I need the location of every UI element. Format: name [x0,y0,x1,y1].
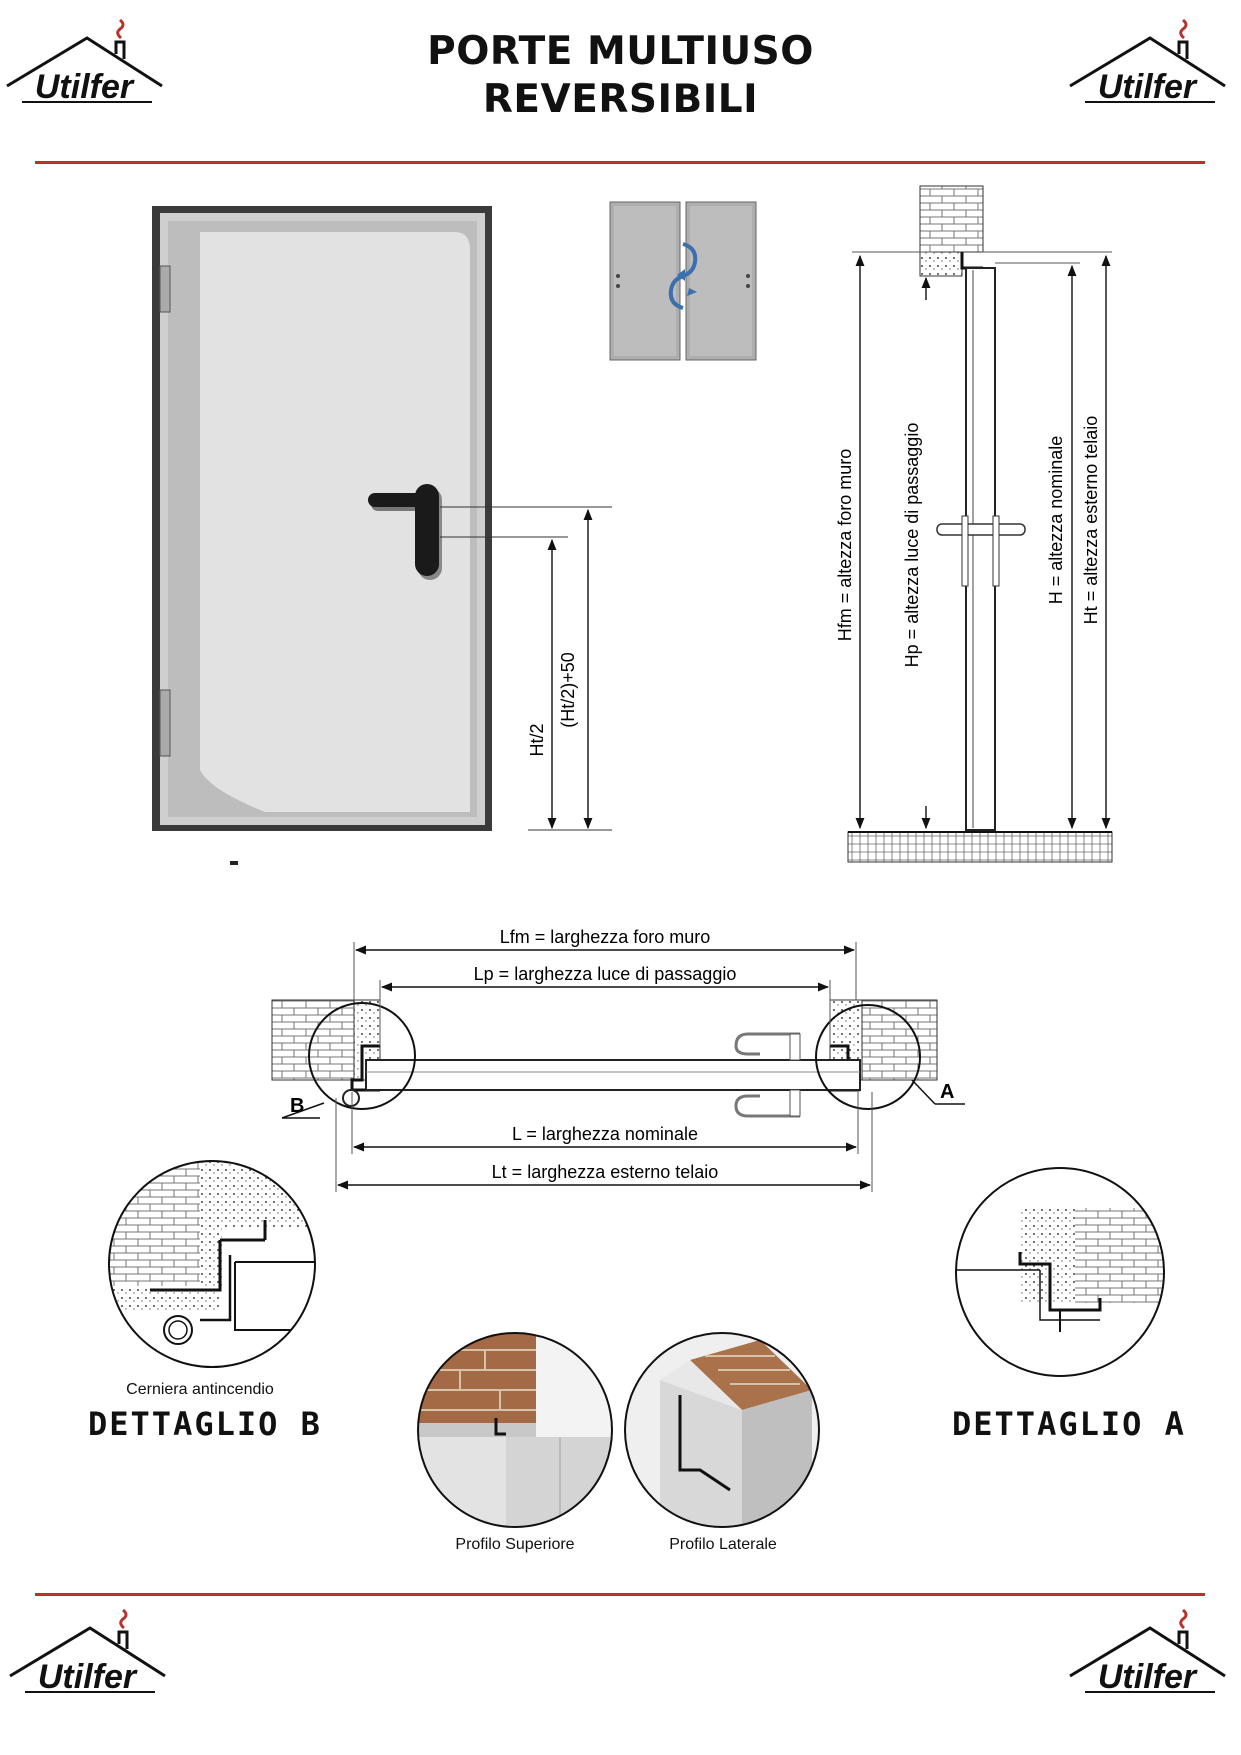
profile-side-caption: Profilo Laterale [669,1536,777,1553]
plan-section-view [272,927,965,1192]
title-line-2: REVERSIBILI [482,77,759,122]
profile-top-photo [418,1333,616,1527]
detail-a-title: DETTAGLIO A [952,1405,1186,1443]
reversible-doors-thumbnail [610,202,756,360]
vertical-section-view [835,186,1112,862]
profile-side-photo [625,1333,819,1527]
detail-b-title: DETTAGLIO B [88,1405,322,1443]
detail-b-drawing [100,1160,330,1375]
dim-hfm-label: Hfm = altezza foro muro [835,448,855,642]
dim-hp-label: Hp = altezza luce di passaggio [902,422,922,668]
marker-a: A [940,1081,955,1103]
dim-l-label: L = larghezza nominale [512,1124,698,1144]
logo-text: Utilfer [1097,68,1197,106]
detail-a-drawing [955,1168,1165,1378]
dim-ht-label: Ht = altezza esterno telaio [1081,415,1101,625]
dim-h-label: H = altezza nominale [1046,435,1066,605]
dim-ht-half-plus-50: (Ht/2)+50 [558,652,578,728]
dim-lt-label: Lt = larghezza esterno telaio [491,1162,719,1182]
title-line-1: PORTE MULTIUSO [427,29,814,74]
dim-lp-label: Lp = larghezza luce di passaggio [473,964,737,984]
door-front-view [152,206,492,865]
marker-b: B [290,1095,305,1117]
dim-lfm-label: Lfm = larghezza foro muro [499,927,711,947]
dim-ht-half: Ht/2 [527,723,547,757]
logo-text: Utilfer [1097,1658,1197,1696]
profile-top-caption: Profilo Superiore [455,1536,575,1553]
logo-text: Utilfer [34,68,134,106]
logo-text: Utilfer [37,1658,137,1696]
detail-b-caption: Cerniera antincendio [126,1381,274,1398]
